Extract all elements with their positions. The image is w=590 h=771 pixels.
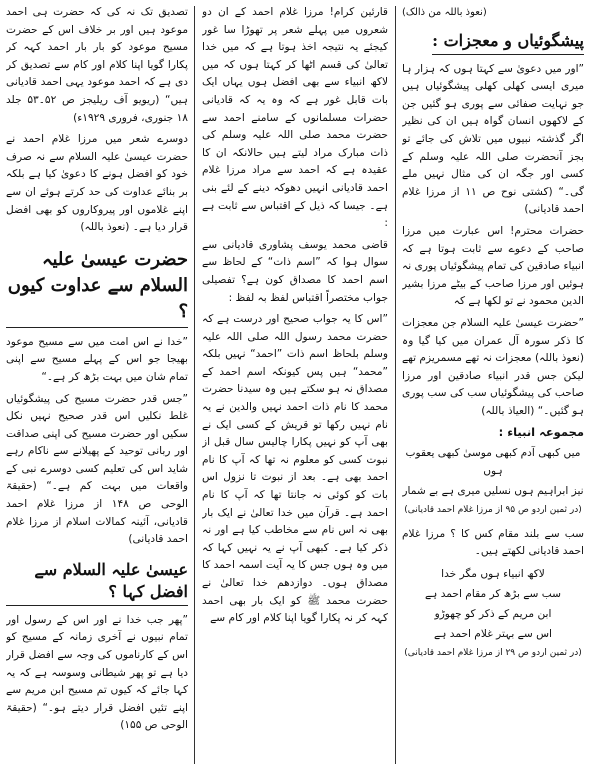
paragraph: دوسرے شعر میں مرزا غلام احمد نے حضرت عیسیٰ علیہ السلام سے نہ صرف خود کو افضل ہونے کا دعویٰ کیا ہے بلکہ بر بنائے عداوت کی حد کرتے ہوئے ان سے اپنے غلاموں اور پیروکاروں کو بھی افضل قرار دیا ہے۔ (نعوذ باللہ) <box>6 133 188 234</box>
paragraph: ”خدا نے اس امت میں سے مسیح موعود بھیجا جو اس کے پہلے مسیح سے اپنی تمام شان میں بہت بڑھ کر ہے۔“ <box>6 335 188 383</box>
paragraph: ”جس قدر حضرت مسیح کی پیشگوئیاں غلط نکلیں اس قدر صحیح نہیں نکل سکیں اور حضرت مسیح کی اپنی صداقت اور ربانی توحید کے پھیلانے سے ناکام رہے شاید اس کی تعلیم کسی دوسرے نبی کے واقعات میں بہت کم ہے۔“ (حقیقۃ الوحی ص ۱۴۸ از مرزا غلام احمد قادیانی، آئینہ کمالات اسلام از مرزا غلام احمد قادیانی) <box>6 392 188 546</box>
column-divider <box>194 6 195 764</box>
subheading-prophets-collection: مجموعہ انبیاء : <box>498 425 584 440</box>
column-tag: (نعوذ باللہ من ذالک) <box>402 7 487 18</box>
middle-column <box>202 4 388 767</box>
poem-line: ابن مریم کے ذکر کو چھوڑو <box>434 607 552 620</box>
column-divider <box>395 6 396 764</box>
paragraph: ”اور میں دعویٰ سے کہتا ہوں کہ ہزار ہا میری ایسی کھلی کھلی پیشگوئیاں ہیں جو نہایت صفائی سے پوری ہو گئیں جن کے لاکھوں انسان گواہ ہیں ان کی نظیر اگر گذشتہ نبیوں میں تلاش کی جائے تو بجز آنحضرت صلی اللہ علیہ وسلم کے کسی اور جگہ ان کی مثال نہیں ملے گی۔“ (کشتی نوح ص ۱۱ از مرزا غلام احمد قادیانی) <box>402 62 584 216</box>
poem-line: سب سے بڑھ کر مقام احمد ہے <box>424 587 562 600</box>
paragraph: حضرات محترم! اس عبارت میں مرزا صاحب کے دعوے سے ثابت ہوتا ہے کہ انبیاء صادقین کی تمام پیشگوئیاں پوری نہ ہوئیں اور مرزا صاحب کے بیٹے مرزا بشیر الدین محمود نے تو لکھا ہے کہ <box>402 224 584 308</box>
left-column <box>6 4 188 767</box>
section-heading-enmity: حضرت عیسیٰ علیہ السلام سے عداوت کیوں ؟ <box>6 247 188 328</box>
paragraph: سب سے بلند مقام کس کا ؟ مرزا غلام احمد قادیانی لکھتے ہیں۔ <box>402 527 584 558</box>
paragraph: ”حضرت عیسیٰ علیہ السلام جن معجزات کا ذکر سورہ آل عمران میں کیا گیا وہ (نعوذ باللہ) معجزات نہ تھے مسمریزم تھے لیکن جس قدر انبیاء صادقین اور مرزا صاحب کی پیشگوئیاں سب کی سب پوری ہو گئیں۔“ (العیاذ باللہ) <box>402 316 584 417</box>
poem-line: نیز ابراہیم ہوں نسلیں میری ہے بے شمار <box>402 485 584 498</box>
poem-line: لاکھ انبیاء ہوں مگر خدا <box>441 567 545 580</box>
poem-line: اس سے بہتر غلام احمد ہے <box>433 627 552 640</box>
poem-reference: (در ثمین اردو ص ۲۹ از مرزا غلام احمد قادیانی) <box>404 647 582 658</box>
right-column <box>402 4 584 767</box>
poem-line: میں کبھی آدم کبھی موسیٰ کبھی یعقوب ہوں <box>405 447 581 478</box>
section-heading-prophecies: پیشگوئیاں و معجزات : <box>432 30 584 55</box>
paragraph: ”اس کا یہ جواب صحیح اور درست ہے کہ حضرت محمد رسول اللہ صلی اللہ علیہ وسلم بلحاظ اسم ذات ”احمد“ نہیں بلکہ ”محمد“ ہیں پس کیونکہ اسم احمد کے مصداق نہ ہو سکتے ہیں وہ سیدنا حضرت محمد کا نام ذات احمد نہیں والدین نے یہ نام نہیں رکھا تو قریش کے کسی ایک نے بھی آپ کو نہیں پکارا چالیس سال قبل از نبوت کسی کو معلوم نہ تھا کہ آپ کا نام احمد بھی ہے۔ بعد از نبوت تا نزول اس بات کو کوئی نہ جانتا تھا کہ آپ کا نام احمد ہے۔ قرآن میں خدا تعالیٰ نے ایک بار بھی نہ اس نام سے مخاطب کیا ہے اور نہ ذکر کیا ہے۔ کبھی آپ نے یہ نہیں کہا کہ میں وہ ہوں جس کا یہ آیت اسمہ احمد کا مصداق ہوں۔ دوازدھم خدا تعالیٰ نے حضرت محمد ﷺ کو ایک بار بھی احمد کہہ کر نہ پکارا گویا اپنا کلام اور کام سے <box>202 313 388 625</box>
poem-reference: (در ثمین اردو ص ۹۵ از مرزا غلام احمد قادیانی) <box>404 505 582 516</box>
paragraph: ”پھر جب خدا نے اور اس کے رسول اور تمام نبیوں نے آخری زمانہ کے مسیح کو اس کے کارناموں کی وجہ سے افضل قرار دیا ہے تو پھر شیطانی وسوسہ ہے کہ یہ کہا جائے کہ کیوں تم مسیح ابن مریم سے اپنے تئیں افضل قرار دیتے ہو۔“ (حقیقۃ الوحی ص ۱۵۵) <box>6 613 188 732</box>
paragraph: قاضی محمد یوسف پشاوری قادیانی سے سوال ہوا کہ ”اسم ذات“ کے لحاظ سے اسم احمد کا مصداق کون ہے؟ تفصیلی جواب مختصراً اقتباس لفظ بہ لفظ : <box>202 238 388 304</box>
paragraph: تصدیق تک نہ کی کہ حضرت ہی احمد موعود ہیں اور بر خلاف اس کے حضرت مسیح موعود کو بار بار احمد کہہ کر پکارا گویا اپنا کلام اور کام سے تصدیق کر دی ہے کہ احمد موعود یہی احمد قادیانی ہیں“ (ریویو آف ریلیجز ص ۵۲۔۵۳ جلد ۱۸ جنوری، فروری ۱۹۲۹ء) <box>6 6 188 124</box>
section-heading-superiority: عیسیٰ علیہ السلام سے افضل کہا ؟ <box>6 559 188 606</box>
paragraph: قارئین کرام! مرزا غلام احمد کے ان دو شعروں میں پہلے شعر پر تھوڑا سا غور کیجئے یہ نتیجہ اخذ ہوتا ہے کہ میں خدا تعالیٰ کی قسم اٹھا کر کہتا ہوں کہ میں لاکھ انبیاء سے بھی افضل ہوں یہاں ایک بات قابل غور ہے کہ وہ یہ کہ قادیانی حضرات مسلمانوں کے سامنے احمد سے حضرت محمد صلی اللہ علیہ وسلم کی ذات مبارک مراد لیتے ہیں حالانکہ ان کا عقیدہ ہے کہ احمد سے مراد مرزا غلام احمد قادیانی انہیں دھوکہ دینے کے لئے بنی ہے۔ جیسا کہ ذیل کے اقتباس سے ثابت ہے : <box>202 6 388 230</box>
